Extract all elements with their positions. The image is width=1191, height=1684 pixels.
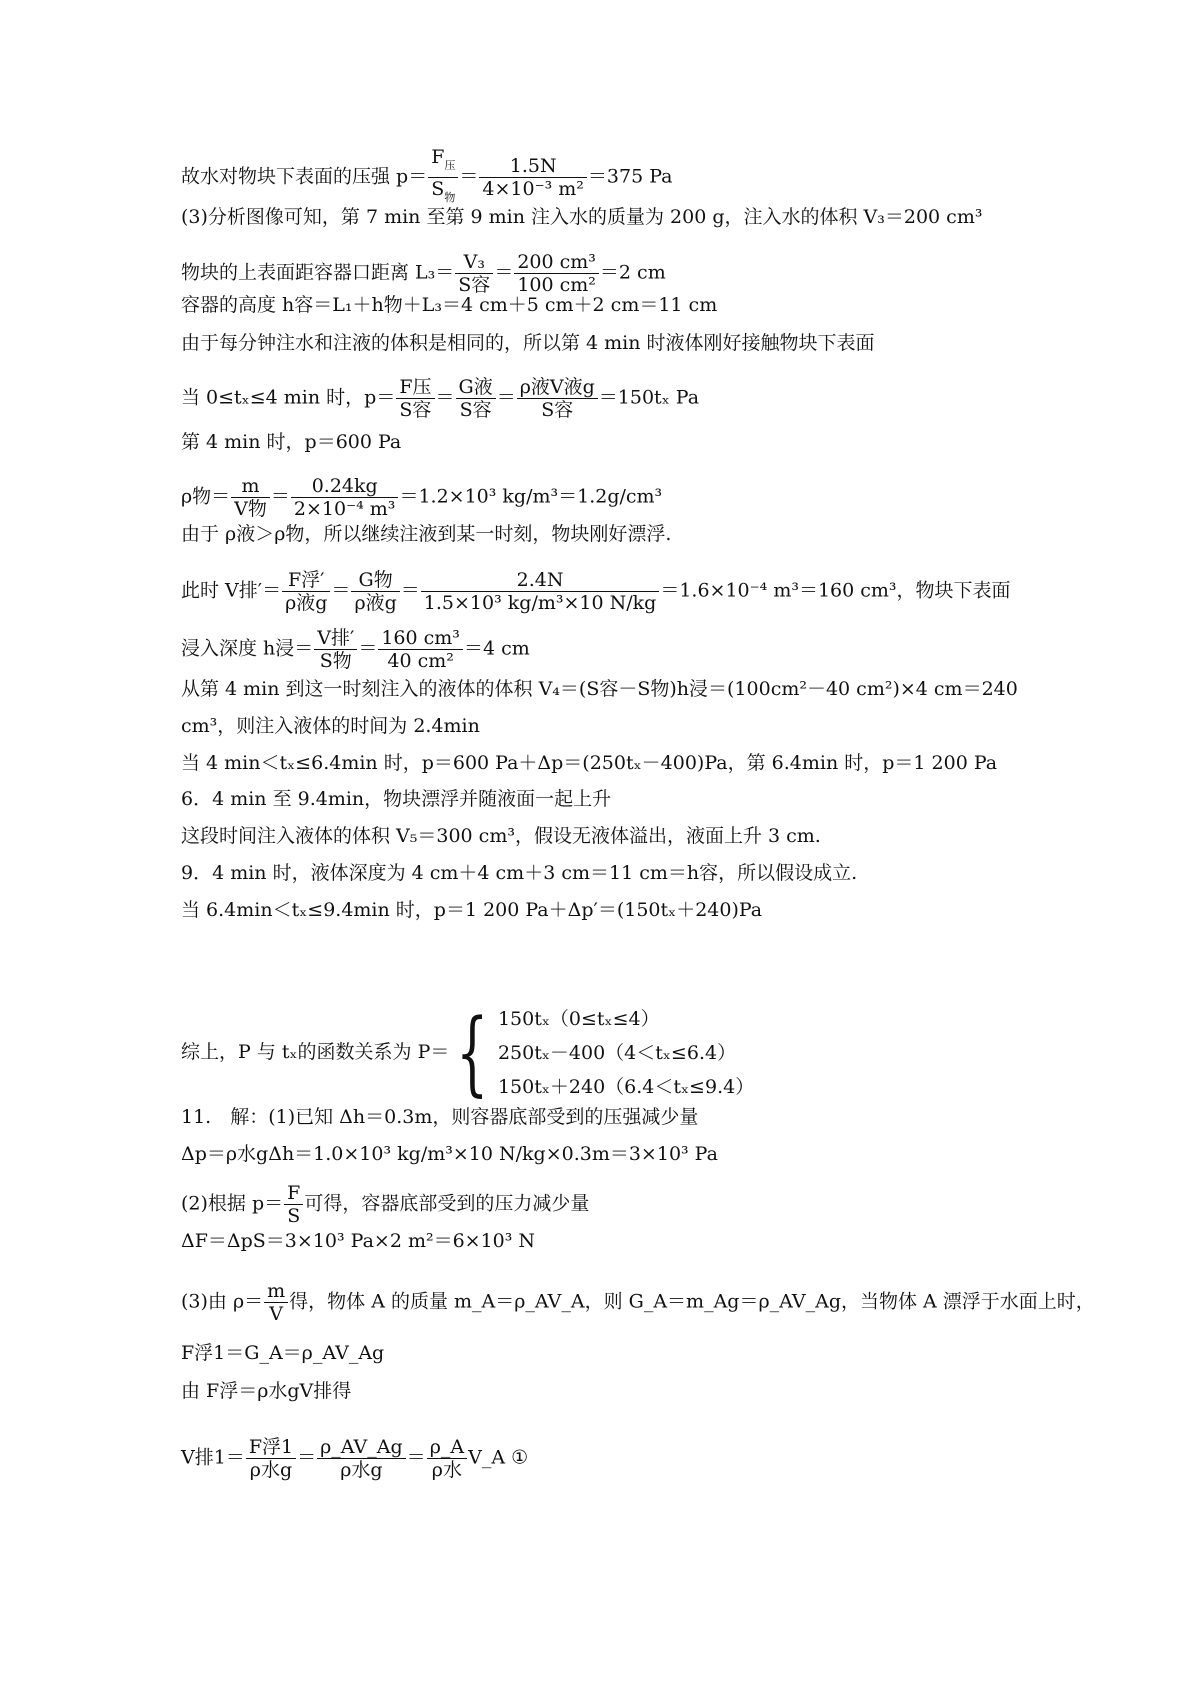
left-brace: { [456, 999, 489, 1106]
numerator: 0.24kg [291, 475, 399, 498]
text-run: ＝ [494, 261, 514, 284]
line-11 [181, 627, 530, 672]
denominator: V [269, 1303, 283, 1325]
line-12 [181, 677, 1018, 701]
text-run: 由于 ρ液＞ρ物，所以继续注液到某一时刻，物块刚好漂浮. [181, 523, 672, 545]
line-7 [181, 430, 401, 454]
denominator: S容 [458, 274, 491, 296]
denominator: 2×10⁻⁴ m³ [293, 498, 396, 520]
numerator: G液 [456, 376, 496, 399]
numerator: m [264, 1280, 288, 1303]
text-run: ＝ [270, 485, 290, 508]
fraction [284, 1182, 303, 1227]
line-25 [181, 1341, 384, 1365]
line-15 [181, 787, 611, 811]
denominator: S [287, 1205, 301, 1227]
line-19 [181, 999, 755, 1106]
subscript: 压 [444, 159, 456, 172]
numerator: 2.4N [421, 569, 660, 592]
line-27 [181, 1436, 528, 1481]
line-21 [181, 1142, 718, 1166]
text-run: ＝ [331, 579, 351, 602]
text-run: ＝ [435, 386, 455, 409]
text-run: ρ物＝ [181, 485, 231, 508]
fraction [351, 569, 399, 614]
denominator: ρ液g [285, 592, 328, 614]
line-26 [181, 1379, 351, 1403]
fraction [479, 155, 587, 200]
line-6 [181, 376, 699, 421]
line-2 [181, 205, 982, 229]
numerator: ρ_A [427, 1436, 467, 1459]
fraction [456, 376, 496, 421]
numerator: G物 [351, 569, 399, 592]
fraction [291, 475, 399, 520]
line-14 [181, 751, 997, 775]
numerator: $F_压$ [428, 146, 458, 178]
numerator: V₃ [455, 251, 493, 274]
denominator: 100 cm² [517, 274, 596, 296]
numerator: 160 cm³ [378, 627, 463, 650]
fraction [514, 251, 599, 296]
fraction [317, 1436, 406, 1481]
fraction [282, 569, 330, 614]
text-run: 得，物体 A 的质量 m_A＝ρ_AV_A，则 G_A＝m_Ag＝ρ_AV_Ag，当物体 A 漂浮于水面上时， [289, 1290, 1095, 1313]
text-run: ＝1.2×10³ kg/m³＝1.2g/cm³ [399, 485, 663, 508]
text-run: ＝ [406, 1446, 426, 1469]
text-run: Δp＝ρ水gΔh＝1.0×10³ kg/m³×10 N/kg×0.3m＝3×10³ Pa [181, 1143, 718, 1165]
case-row: 250tₓ－400（4＜tₓ≤6.4） [497, 1042, 737, 1064]
text-run: 6．4 min 至 9.4min，物块漂浮并随液面一起上升 [181, 788, 612, 810]
text-run: 第 4 min 时，p＝600 Pa [181, 431, 402, 453]
text-run: 可得，容器底部受到的压力减少量 [304, 1192, 590, 1215]
text-run: ＝375 Pa [587, 165, 673, 188]
text-run: 故水对物块下表面的压强 p＝ [181, 165, 428, 188]
numerator: V排′ [314, 627, 357, 650]
denominator: $S_物$ [431, 178, 456, 204]
piecewise-cases [498, 1002, 754, 1104]
denominator: 1.5×10³ kg/m³×10 N/kg [423, 592, 657, 614]
text-run: (3)由 ρ＝ [181, 1290, 264, 1313]
line-4 [181, 293, 717, 317]
text-run: ＝ [297, 1446, 317, 1469]
line-16 [181, 824, 821, 848]
numerator: F压 [396, 376, 434, 399]
numerator: F浮1 [246, 1436, 296, 1459]
case-row: 150tₓ＋240（6.4＜tₓ≤9.4） [497, 1076, 755, 1098]
fraction [231, 475, 270, 520]
denominator: ρ水g [340, 1459, 383, 1481]
text-run: 9．4 min 时，液体深度为 4 cm＋4 cm＋3 cm＝11 cm＝h容，所以假设成立. [181, 862, 858, 884]
line-17 [181, 861, 857, 885]
line-1 [181, 146, 673, 209]
fraction [396, 376, 434, 421]
denominator: S容 [399, 399, 432, 421]
denominator: 4×10⁻³ m² [482, 178, 584, 200]
line-24 [181, 1280, 1095, 1325]
numerator: F [284, 1182, 303, 1205]
text-run: 11. 解：(1)已知 Δh＝0.3m，则容器底部受到的压强减少量 [181, 1106, 699, 1128]
fraction [428, 146, 458, 209]
denominator: V物 [234, 498, 267, 520]
text-run: ＝4 cm [463, 637, 530, 660]
line-5 [181, 331, 875, 355]
line-3 [181, 251, 666, 296]
numerator: m [231, 475, 270, 498]
text-run: (2)根据 p＝ [181, 1192, 284, 1215]
text-run: 从第 4 min 到这一时刻注入的液体的体积 V₄＝(S容－S物)h浸＝(100cm²－40 cm²)×4 cm＝240 [181, 678, 1018, 700]
text-run: cm³，则注入液体的时间为 2.4min [181, 715, 480, 737]
fraction [314, 627, 357, 672]
fraction [264, 1280, 288, 1325]
text-run: 由于每分钟注水和注液的体积是相同的，所以第 4 min 时液体刚好接触物块下表面 [181, 332, 875, 354]
denominator: ρ水g [249, 1459, 293, 1481]
text-run: ＝1.6×10⁻⁴ m³＝160 cm³，物块下表面 [660, 579, 1011, 602]
text-run: ＝2 cm [599, 261, 666, 284]
text-run: V_A ① [468, 1446, 529, 1469]
text-run: 当 4 min＜tₓ≤6.4min 时，p＝600 Pa＋Δp＝(250tₓ－400)Pa，第 6.4min 时，p＝1 200 Pa [181, 752, 998, 774]
text-run: 由 F浮＝ρ水gV排得 [181, 1380, 352, 1402]
text-run: ＝ [358, 637, 378, 660]
line-9 [181, 522, 671, 546]
fraction [427, 1436, 467, 1481]
numerator: ρ液V液g [517, 376, 598, 399]
denominator: S容 [541, 399, 574, 421]
numerator: 1.5N [479, 155, 587, 178]
denominator: S容 [459, 399, 492, 421]
text-run: ＝ [496, 386, 516, 409]
text-run: 容器的高度 h容＝L₁＋h物＋L₃＝4 cm＋5 cm＋2 cm＝11 cm [181, 294, 718, 316]
text-run: 浸入深度 h浸＝ [181, 637, 314, 660]
fraction [517, 376, 598, 421]
line-20 [181, 1105, 698, 1129]
subscript: 物 [444, 191, 456, 204]
text-run: ΔF＝ΔpS＝3×10³ Pa×2 m²＝6×10³ N [181, 1230, 536, 1252]
text-run: ＝ [400, 579, 420, 602]
fraction [246, 1436, 296, 1481]
line-13 [181, 714, 480, 738]
text-run: 当 0≤tₓ≤4 min 时，p＝ [181, 386, 396, 409]
fraction [455, 251, 493, 296]
denominator: ρ水 [431, 1459, 462, 1481]
denominator: S物 [319, 650, 352, 672]
line-10 [181, 569, 1011, 614]
numerator: F浮′ [282, 569, 330, 592]
line-23 [181, 1229, 535, 1253]
text-run: V排1＝ [181, 1446, 245, 1469]
case-row: 150tₓ（0≤tₓ≤4） [497, 1008, 660, 1030]
text-run: 物块的上表面距容器口距离 L₃＝ [181, 261, 455, 284]
numerator: ρ_AV_Ag [317, 1436, 406, 1459]
line-22 [181, 1182, 589, 1227]
line-18 [181, 898, 762, 922]
text-run: 此时 V排′＝ [181, 579, 282, 602]
text-run: (3)分析图像可知，第 7 min 至第 9 min 注入水的质量为 200 g，注入水的体积 V₃＝200 cm³ [181, 206, 983, 228]
denominator: 40 cm² [387, 650, 454, 672]
denominator: ρ液g [354, 592, 397, 614]
numerator: 200 cm³ [514, 251, 599, 274]
fraction [378, 627, 463, 672]
text-run: F浮1＝G_A＝ρ_AV_Ag [181, 1342, 385, 1364]
text-run: 这段时间注入液体的体积 V₅＝300 cm³，假设无液体溢出，液面上升 3 cm. [181, 825, 821, 847]
text-run: 综上，P 与 tₓ的函数关系为 P＝ [181, 1041, 450, 1063]
text-run: ＝ [459, 165, 479, 188]
text-run: 当 6.4min＜tₓ≤9.4min 时，p＝1 200 Pa＋Δp′＝(150tₓ＋240)Pa [181, 899, 763, 921]
text-run: ＝150tₓ Pa [598, 386, 700, 409]
line-8 [181, 475, 662, 520]
fraction [421, 569, 660, 614]
